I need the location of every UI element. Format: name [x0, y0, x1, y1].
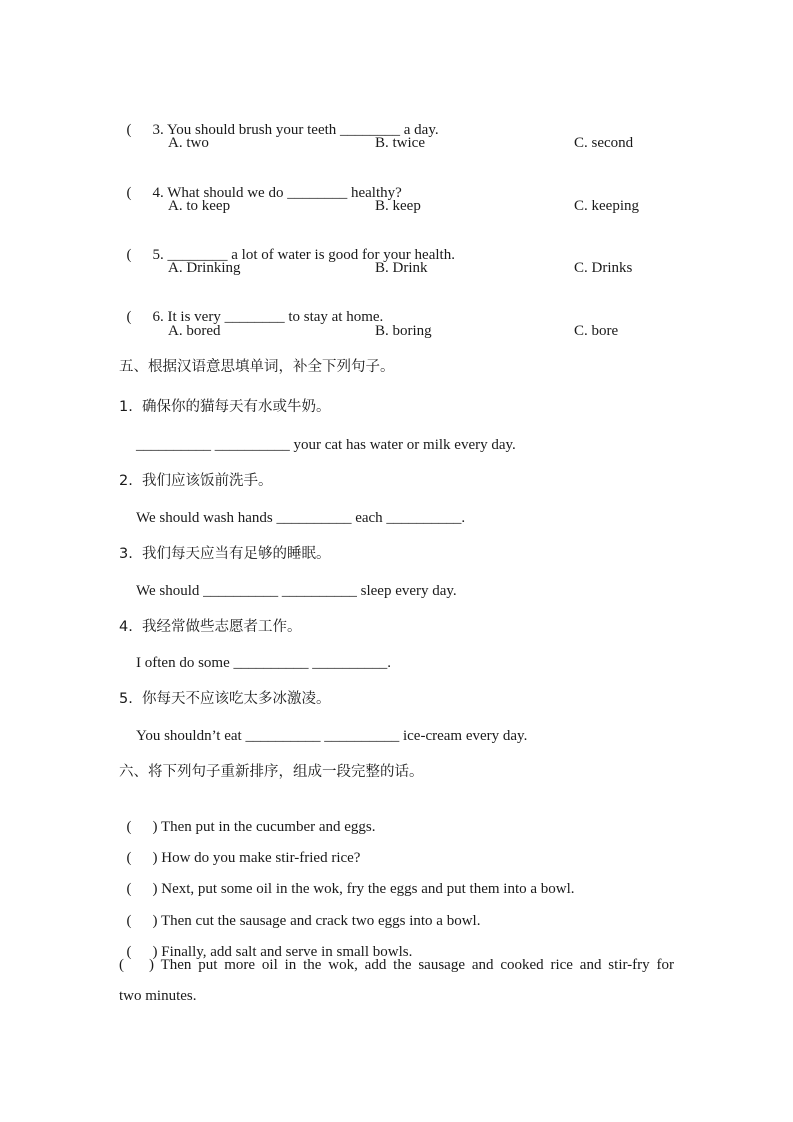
answer-bracket[interactable]: ( — [126, 309, 132, 325]
answer-bracket[interactable]: ( — [126, 819, 132, 835]
section-5-item-5-chinese: 5. 你每天不应该吃太多冰激凌。 — [119, 691, 331, 707]
section-5-item-4-chinese: 4. 我经常做些志愿者工作。 — [119, 619, 302, 635]
answer-bracket[interactable]: ( — [119, 957, 124, 973]
answer-bracket[interactable]: ( — [126, 881, 132, 897]
reorder-text: ) Finally, add salt and serve in small bowls. — [152, 944, 413, 960]
option-b: B. boring — [375, 323, 432, 339]
option-c: C. keeping — [574, 198, 639, 214]
question-text: It is very ________ to stay at home. — [167, 309, 384, 325]
option-a: A. bored — [168, 323, 221, 339]
answer-bracket[interactable]: ( — [126, 247, 132, 263]
question-text: ________ a lot of water is good for your health. — [167, 247, 455, 263]
reorder-text: ) Next, put some oil in the wok, fry the eggs and put them into a bowl. — [152, 881, 575, 897]
reorder-item-continuation: two minutes. — [119, 988, 197, 1004]
answer-bracket[interactable]: ( — [126, 850, 132, 866]
answer-bracket[interactable]: ( — [126, 185, 132, 201]
section-5-item-1-chinese: 1. 确保你的猫每天有水或牛奶。 — [119, 399, 331, 415]
question-number: 5. — [152, 247, 164, 263]
question-number: 4. — [152, 185, 164, 201]
answer-bracket[interactable]: ( — [126, 944, 132, 960]
question-number: 6. — [152, 309, 164, 325]
question-text: What should we do ________ healthy? — [167, 185, 402, 201]
question-6 — [119, 290, 383, 326]
option-b: B. keep — [375, 198, 421, 214]
section-5-item-5-english: You shouldn’t eat __________ __________ ice-cream every day. — [136, 728, 528, 744]
section-5-title: 五、根据汉语意思填单词，补全下列句子。 — [119, 359, 395, 375]
reorder-text: ) How do you make stir-fried rice? — [152, 850, 361, 866]
section-5-item-4-english: I often do some __________ __________. — [136, 655, 391, 671]
reorder-text: ) Then cut the sausage and crack two eggs into a bowl. — [152, 913, 481, 929]
option-c: C. bore — [574, 323, 619, 339]
section-5-item-3-chinese: 3. 我们每天应当有足够的睡眠。 — [119, 546, 331, 562]
reorder-text: ) Then put more oil in the wok, add the sausage and cooked rice and stir-fry for — [149, 957, 674, 973]
section-5-item-3-english: We should __________ __________ sleep every day. — [136, 583, 457, 599]
question-4 — [119, 166, 402, 202]
section-5-item-2-chinese: 2. 我们应该饭前洗手。 — [119, 473, 273, 489]
section-5-item-2-english: We should wash hands __________ each __________. — [136, 510, 466, 526]
question-number: 3. — [152, 122, 164, 138]
answer-bracket[interactable]: ( — [126, 913, 132, 929]
option-c: C. Drinks — [574, 260, 633, 276]
option-a: A. to keep — [168, 198, 231, 214]
option-a: A. Drinking — [168, 260, 241, 276]
section-6-title: 六、将下列句子重新排序，组成一段完整的话。 — [119, 764, 424, 780]
option-b: B. Drink — [375, 260, 428, 276]
question-text: You should brush your teeth ________ a day. — [166, 122, 439, 138]
option-b: B. twice — [375, 135, 425, 151]
section-5-item-1-english: __________ __________ your cat has water or milk every day. — [136, 437, 516, 453]
reorder-item — [119, 862, 575, 898]
reorder-text: ) Then put in the cucumber and eggs. — [152, 819, 376, 835]
reorder-item — [119, 956, 674, 974]
option-a: A. two — [168, 135, 209, 151]
option-c: C. second — [574, 135, 634, 151]
answer-bracket[interactable]: ( — [126, 122, 132, 138]
